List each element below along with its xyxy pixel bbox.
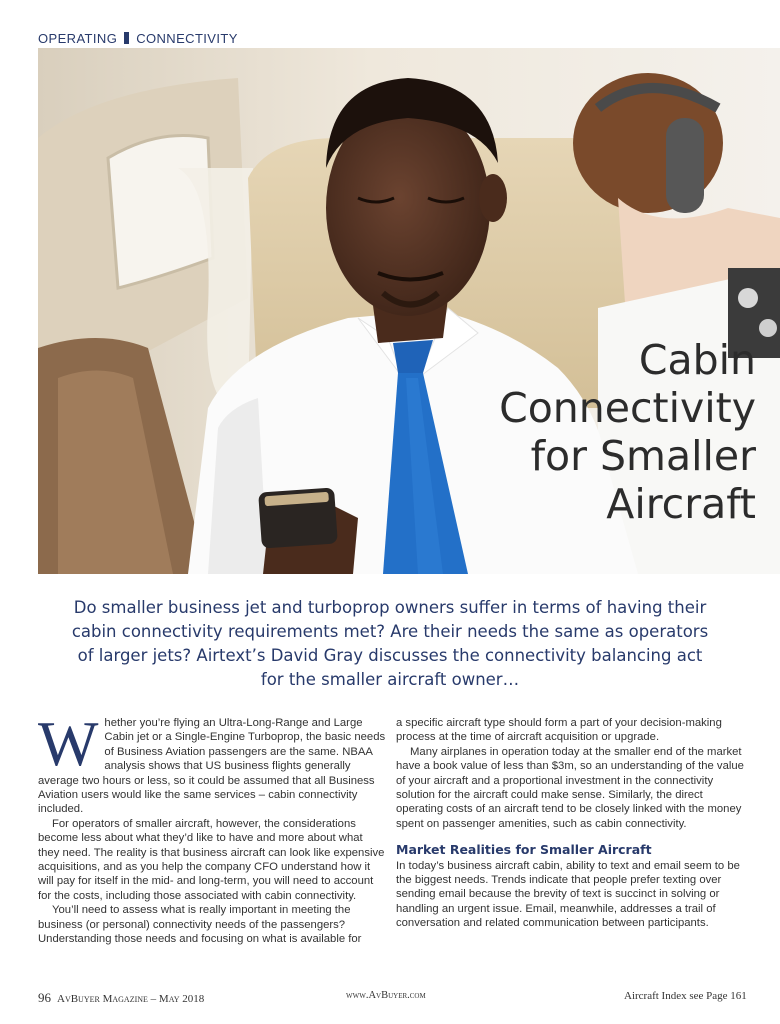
headline-line: Aircraft [606, 480, 756, 528]
headline-line: for Smaller [530, 432, 756, 480]
standfirst: Do smaller business jet and turboprop owners suffer in terms of having their cabin connectivity requirements met? Are their needs the same as operators of larger jets? Airtext’s David Gray discusses the connectivity balancing act for the smaller aircraft owner… [71, 598, 709, 689]
paragraph: For operators of smaller aircraft, however, the considerations become less about what they’d like to have and more about what they need. The reality is that business aircraft can look like expensive acquisitions, and as you help the company CFO understand how it will pay for itself in the mid- and long-term, you will need to account for the costs, including those associated with cabin connectivity. [38, 817, 385, 902]
paragraph [38, 708, 386, 817]
article-column-right [396, 716, 744, 931]
footer-left [38, 990, 204, 1006]
paragraph: You’ll need to assess what is really important in meeting the business (or personal) connectivity needs of the passengers? Understanding those needs and focusing on what is available for [38, 904, 362, 946]
website-text: www.AvBuyer.com [346, 990, 426, 1001]
subheading: Market Realities for Smaller Aircraft [396, 842, 652, 858]
dropcap: W [38, 708, 99, 779]
article-column-left [38, 708, 386, 947]
paragraph: Many airplanes in operation today at the smaller end of the market have a book value of less than $3m, so an understanding of the value of your aircraft and a proportional investment in the connectivity solution for the aircraft could make sense. Similarly, the direct operating costs of an aircraft tend to be closely linked with the money spent on passenger amenities, such as cabin connectivity. [396, 745, 744, 830]
article-headline [456, 336, 756, 528]
subsection-label: CONNECTIVITY [136, 31, 238, 46]
divider-bar [124, 32, 129, 44]
headline-line: Connectivity [499, 384, 756, 432]
paragraph-text: hether you’re flying an Ultra-Long-Range and Large Cabin jet or a Single-Engine Turboprop, the basic needs of Business Aviation passengers are the same. NBAA analysis shows that US business flights generally average two hours or less, so it could be assumed that all Business Aviation users would like the same services – cabin connectivity included. [38, 717, 386, 816]
section-header [38, 31, 238, 46]
publication-name: AvBuyer Magazine – May 2018 [57, 993, 205, 1005]
website-link[interactable] [346, 990, 426, 1001]
hero-image [38, 48, 780, 574]
paragraph: a specific aircraft type should form a part of your decision-making process at the time of aircraft acquisition or upgrade. [396, 717, 722, 744]
paragraph: In today’s business aircraft cabin, ability to text and email seem to be the biggest needs. Trends indicate that people prefer texting over sending email because the brevity of text is succinct in solving or handling an urgent issue. Email, meanwhile, addresses a trail of conversation and related communication between participants. [396, 859, 740, 930]
section-label: OPERATING [38, 31, 118, 46]
page-number: 96 [38, 990, 51, 1005]
headline-line: Cabin [638, 336, 756, 384]
index-note: Aircraft Index see Page 161 [624, 990, 747, 1002]
